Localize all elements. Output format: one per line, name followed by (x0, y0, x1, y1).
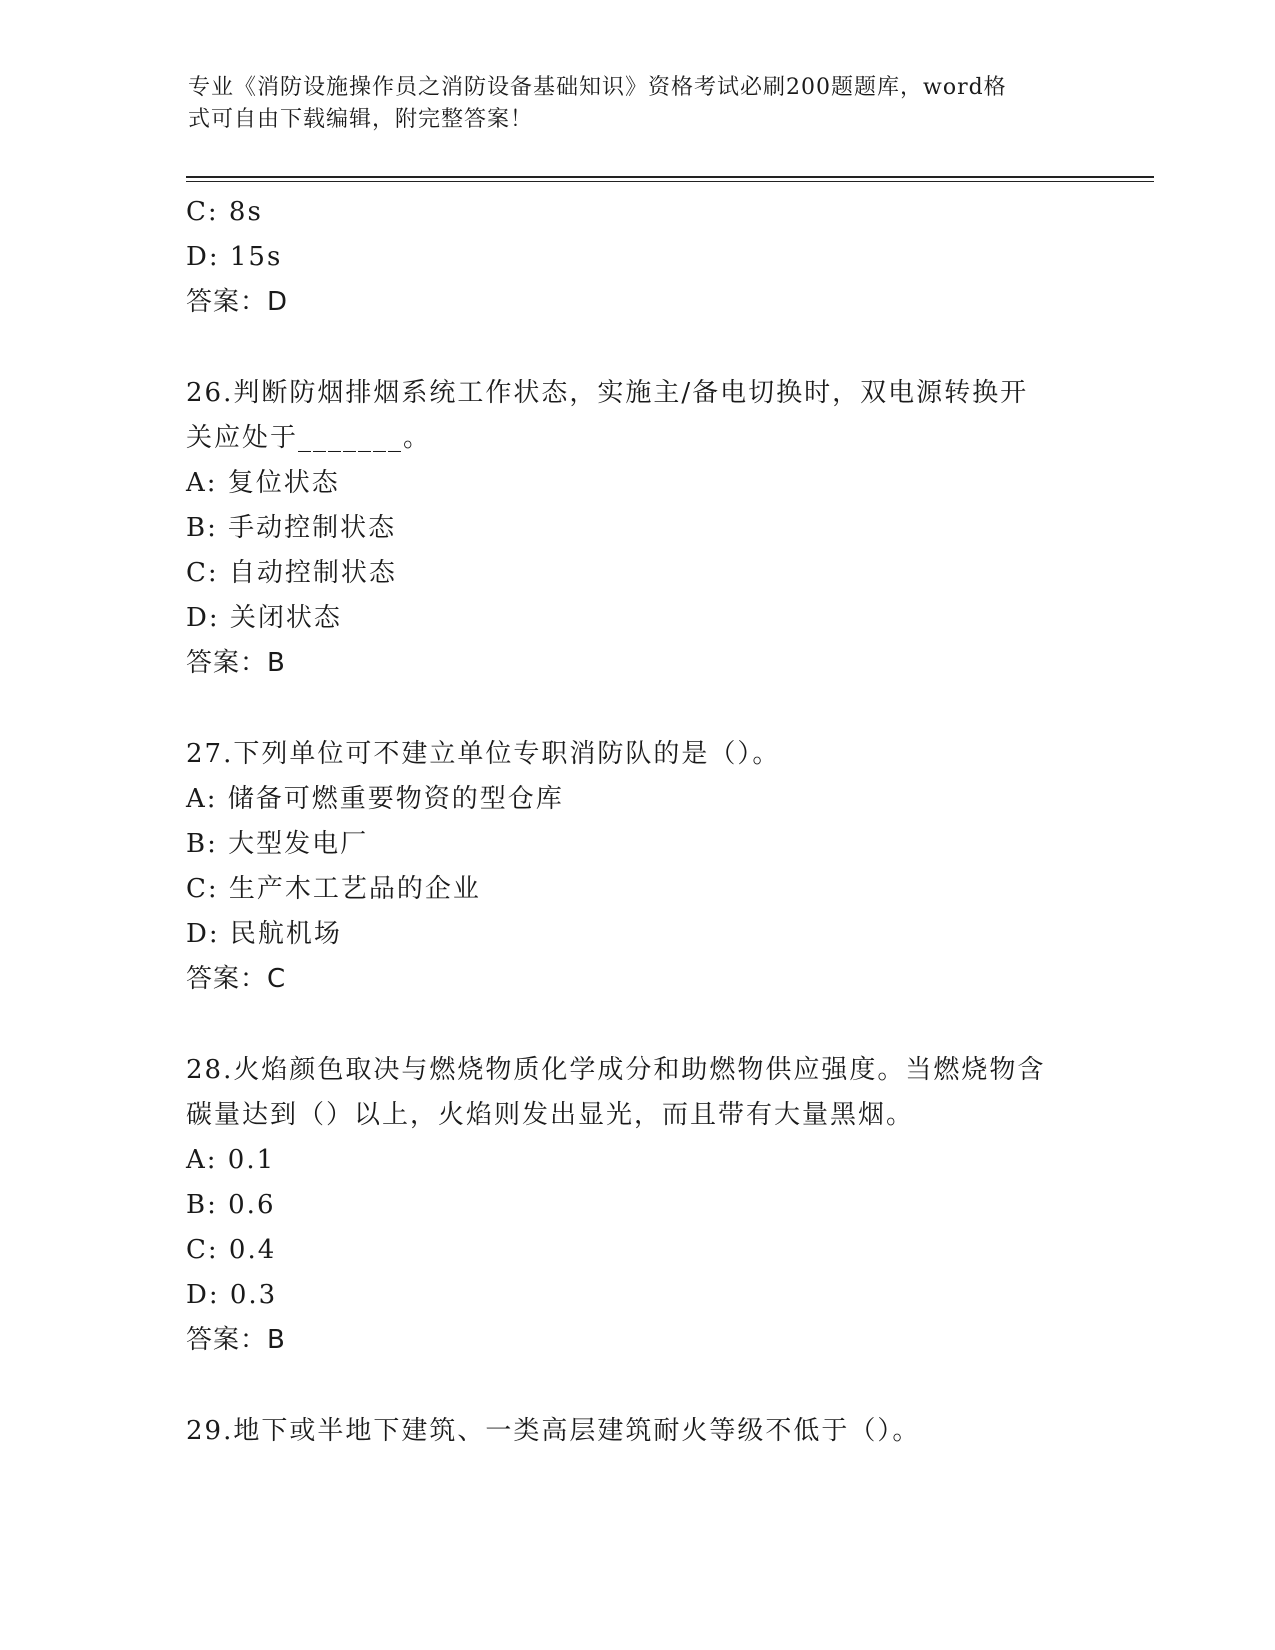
question-text: 26.判断防烟排烟系统工作状态，实施主/备电切换时，双电源转换开 (186, 378, 1029, 408)
option-d: D: 民航机场 (186, 919, 342, 949)
document-header (188, 72, 1088, 136)
header-line-2: 式可自由下载编辑，附完整答案！ (188, 107, 534, 132)
option-c: C: 8s (186, 197, 263, 227)
question-26 (186, 371, 1086, 686)
question-text: 27.下列单位可不建立单位专职消防队的是（）。 (186, 739, 781, 769)
option-d: D: 关闭状态 (186, 603, 342, 633)
option-c: C: 自动控制状态 (186, 558, 397, 588)
spacer (186, 686, 1086, 732)
answer: 答案：C (186, 964, 287, 994)
answer: 答案：D (186, 287, 289, 317)
header-divider-thick (186, 176, 1154, 178)
option-b: B: 大型发电厂 (186, 829, 369, 859)
option-c: C: 0.4 (186, 1235, 277, 1265)
option-c: C: 生产木工艺品的企业 (186, 874, 481, 904)
question-text-continued: 关应处于_______。 (186, 423, 432, 453)
question-list (186, 190, 1086, 1454)
option-a: A: 储备可燃重要物资的型仓库 (186, 784, 564, 814)
option-d: D: 15s (186, 242, 283, 272)
question-29 (186, 1409, 1086, 1454)
header-divider-thin (186, 181, 1154, 182)
option-d: D: 0.3 (186, 1280, 278, 1310)
question-25-tail (186, 190, 1086, 325)
spacer (186, 1363, 1086, 1409)
header-line-1: 专业《消防设施操作员之消防设备基础知识》资格考试必刷200题题库，word格 (188, 75, 1007, 100)
question-text: 28.火焰颜色取决与燃烧物质化学成分和助燃物供应强度。当燃烧物含 (186, 1055, 1046, 1085)
option-a: A: 0.1 (186, 1145, 276, 1175)
spacer (186, 1002, 1086, 1048)
question-28 (186, 1048, 1086, 1363)
option-a: A: 复位状态 (186, 468, 340, 498)
question-27 (186, 732, 1086, 1002)
question-text-continued: 碳量达到（）以上，火焰则发出显光，而且带有大量黑烟。 (186, 1100, 915, 1130)
option-b: B: 0.6 (186, 1190, 276, 1220)
answer: 答案：B (186, 1325, 286, 1355)
question-text: 29.地下或半地下建筑、一类高层建筑耐火等级不低于（）。 (186, 1416, 921, 1446)
option-b: B: 手动控制状态 (186, 513, 397, 543)
answer: 答案：B (186, 648, 286, 678)
spacer (186, 325, 1086, 371)
